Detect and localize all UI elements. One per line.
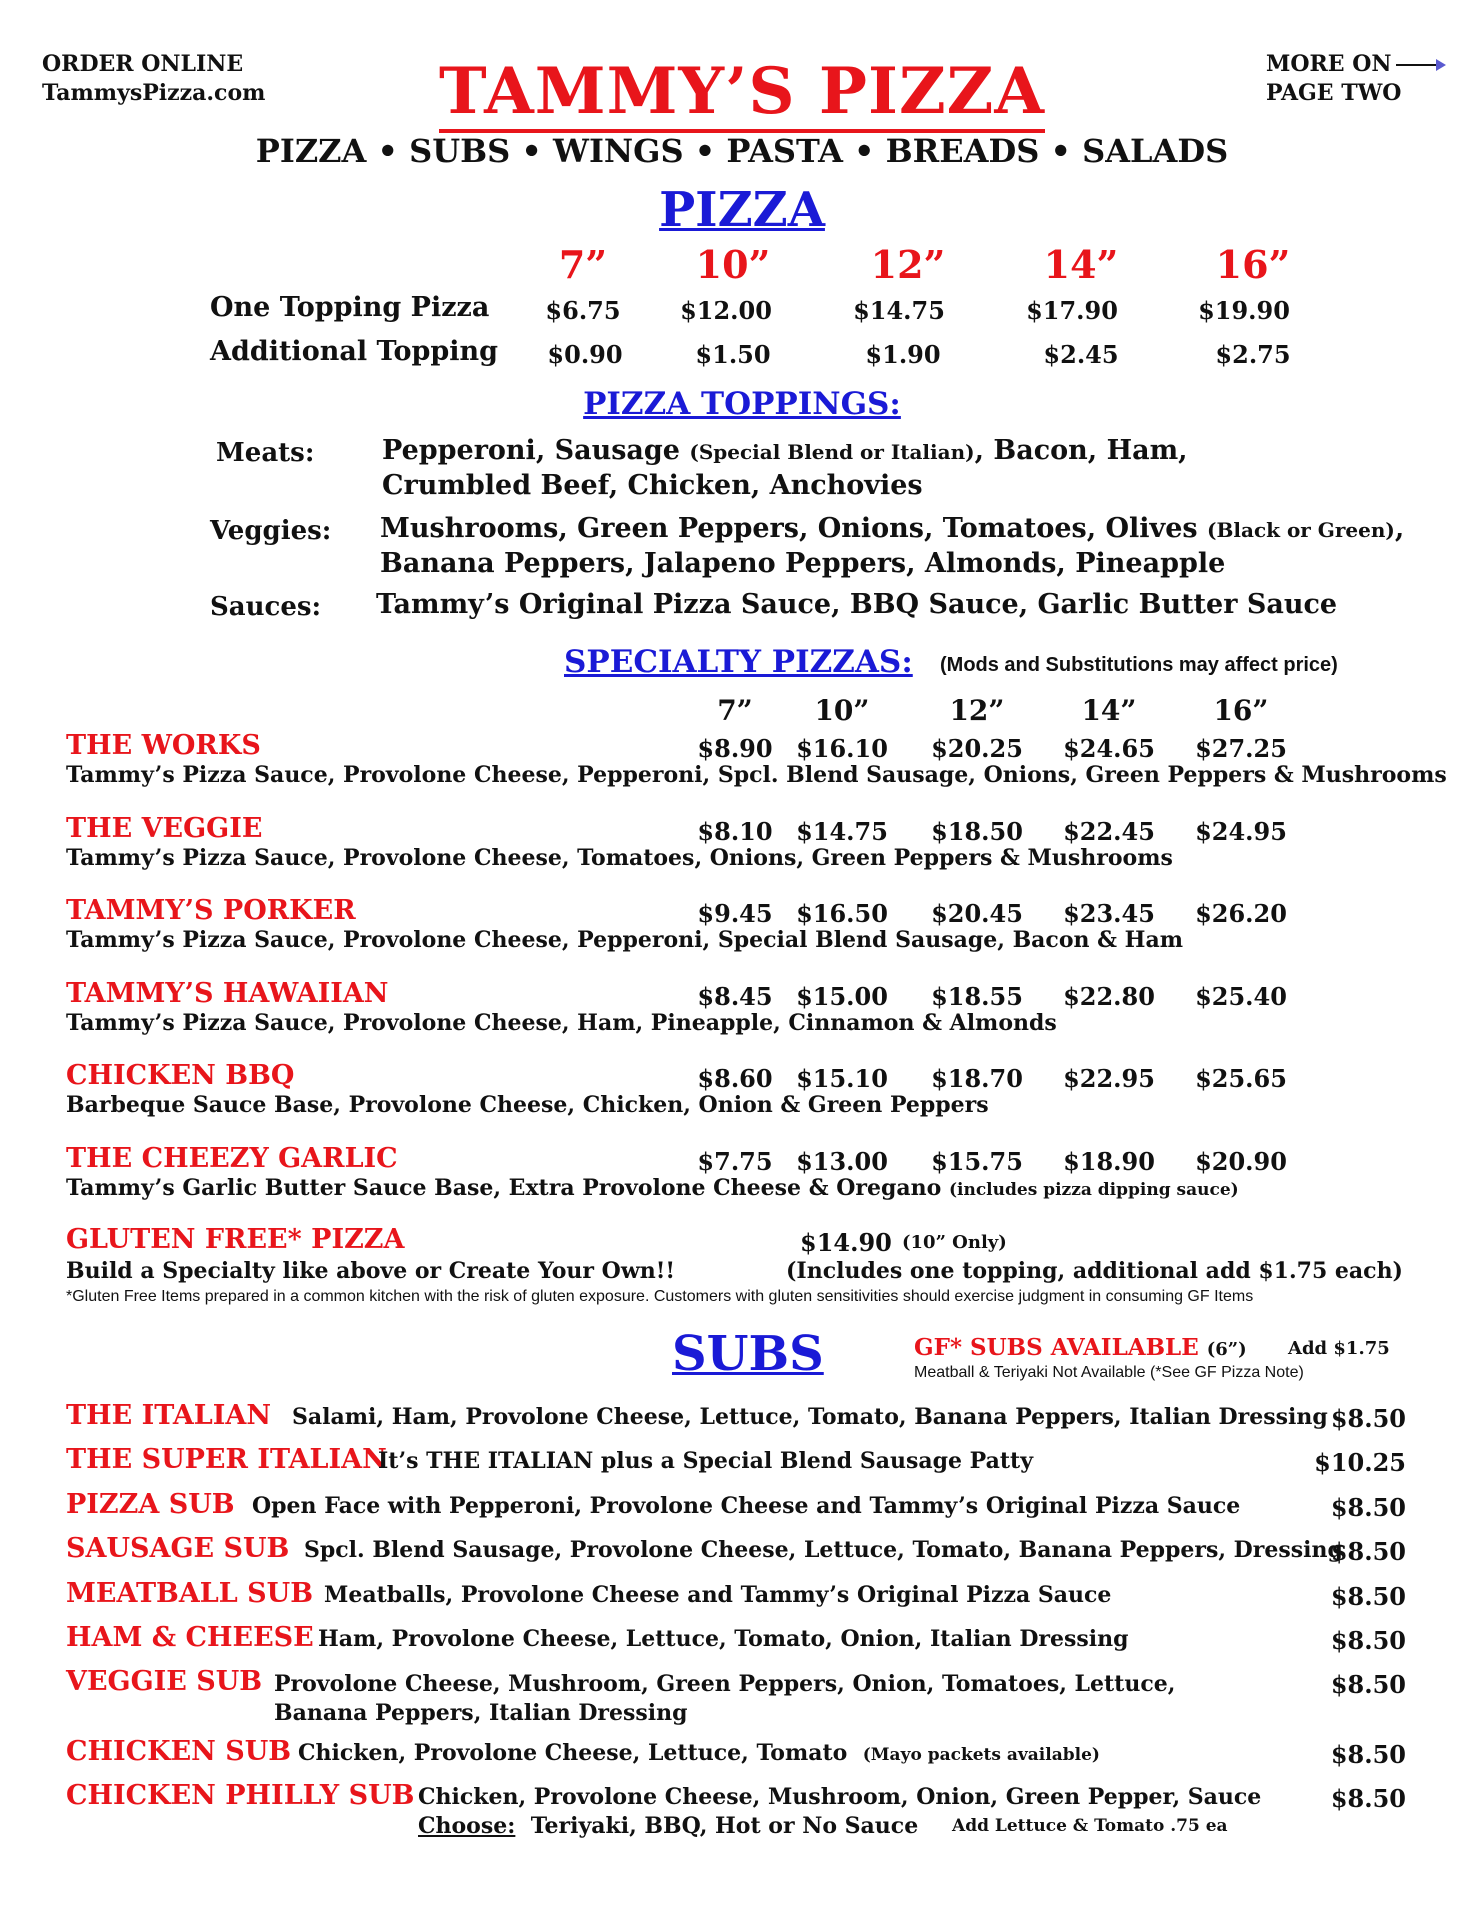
specialty-price: $26.20 [1195,899,1287,928]
additional-topping-label: Additional Topping [210,336,499,367]
specialty-price: $8.45 [697,982,773,1011]
gf-subs-note: Meatball & Teriyaki Not Available (*See GF Pizza Note) [914,1364,1304,1381]
specialty-name: CHICKEN BBQ [66,1060,295,1091]
specialty-price: $27.25 [1195,734,1287,763]
specialty-price: $16.50 [796,899,888,928]
specialty-desc: Barbeque Sauce Base, Provolone Cheese, Chicken, Onion & Green Peppers [66,1092,989,1118]
specialty-price: $25.65 [1195,1064,1287,1093]
additional-topping-price-16: $2.75 [1215,340,1291,369]
veggie-sub-price: $8.50 [1330,1670,1406,1699]
pizza-size-7: 7” [558,242,608,287]
specialty-size-12: 12” [949,694,1005,727]
specialty-size-16: 16” [1213,694,1269,727]
one-topping-price-10: $12.00 [680,296,772,325]
sub-desc: Salami, Ham, Provolone Cheese, Lettuce, Tomato, Banana Peppers, Italian Dressing [292,1404,1328,1430]
sauces-list: Tammy’s Original Pizza Sauce, BBQ Sauce, Garlic Butter Sauce [376,589,1338,620]
pizza-size-16: 16” [1215,242,1291,287]
toppings-heading: PIZZA TOPPINGS: [583,386,901,422]
specialty-name: TAMMY’S PORKER [66,895,356,926]
pizza-size-14: 14” [1043,242,1119,287]
veggie-sub-name: VEGGIE SUB [66,1666,263,1697]
specialty-price: $18.70 [931,1064,1023,1093]
sub-name: SAUSAGE SUB [66,1533,290,1564]
specialty-size-14: 14” [1081,694,1137,727]
specialty-price: $25.40 [1195,982,1287,1011]
meats-label: Meats: [216,438,315,468]
tagline: PIZZA • SUBS • WINGS • PASTA • BREADS • SALADS [255,132,1229,170]
specialty-price: $20.25 [931,734,1023,763]
pizza-heading: PIZZA [659,182,825,238]
specialty-price: $22.80 [1063,982,1155,1011]
meats-list: Pepperoni, Sausage (Special Blend or Italian), Bacon, Ham, Crumbled Beef, Chicken, Anchovies [382,435,1188,501]
specialty-name: THE VEGGIE [66,813,263,844]
chicken-sub-name: CHICKEN SUB [66,1736,292,1767]
specialty-heading: SPECIALTY PIZZAS: [564,644,913,680]
pizza-size-12: 12” [870,242,946,287]
gluten-free-price: $14.90 [800,1228,892,1257]
one-topping-price-14: $17.90 [1026,296,1118,325]
specialty-price: $20.90 [1195,1147,1287,1176]
additional-topping-price-10: $1.50 [695,340,771,369]
sub-desc: Ham, Provolone Cheese, Lettuce, Tomato, Onion, Italian Dressing [318,1626,1129,1652]
gf-subs-add: Add $1.75 [1288,1338,1390,1359]
sub-desc: It’s THE ITALIAN plus a Special Blend Sausage Patty [378,1448,1033,1474]
sub-price: $8.50 [1330,1626,1406,1655]
additional-topping-price-7: $0.90 [547,340,623,369]
gf-subs-title: GF* SUBS AVAILABLE (6”) [914,1334,1247,1361]
specialty-price: $9.45 [697,899,773,928]
specialty-price: $24.65 [1063,734,1155,763]
specialty-size-7: 7” [717,694,753,727]
sub-price: $8.50 [1330,1493,1406,1522]
gluten-free-disclaimer: *Gluten Free Items prepared in a common kitchen with the risk of gluten exposure. Customers with gluten sensitivities should exercise judgment in consuming GF Items [66,1288,1254,1305]
order-online-label: ORDER ONLINE [42,51,244,77]
specialty-desc: Tammy’s Garlic Butter Sauce Base, Extra Provolone Cheese & Oregano (includes pizza dipping sauce) [66,1175,1239,1201]
specialty-price: $18.50 [931,817,1023,846]
sub-name: THE ITALIAN [66,1400,272,1431]
sub-name: THE SUPER ITALIAN [66,1444,387,1475]
chicken-philly-name: CHICKEN PHILLY SUB [66,1780,415,1811]
specialty-price: $18.55 [931,982,1023,1011]
sub-desc: Open Face with Pepperoni, Provolone Cheese and Tammy’s Original Pizza Sauce [252,1493,1241,1519]
sub-price: $10.25 [1314,1448,1406,1477]
website-link[interactable]: TammysPizza.com [42,80,266,106]
specialty-note: (Mods and Substitutions may affect price) [940,654,1338,676]
specialty-price: $7.75 [697,1147,773,1176]
sub-desc: Spcl. Blend Sausage, Provolone Cheese, Lettuce, Tomato, Banana Peppers, Dressing [304,1537,1343,1563]
specialty-name: TAMMY’S HAWAIIAN [66,978,389,1009]
specialty-desc: Tammy’s Pizza Sauce, Provolone Cheese, Pepperoni, Spcl. Blend Sausage, Onions, Green Peppers & Mushrooms [66,762,1447,788]
chicken-sub-price: $8.50 [1330,1740,1406,1769]
chicken-philly-price: $8.50 [1330,1784,1406,1813]
sub-price: $8.50 [1330,1404,1406,1433]
additional-topping-price-14: $2.45 [1043,340,1119,369]
specialty-price: $16.10 [796,734,888,763]
pizza-size-10: 10” [695,242,771,287]
subs-heading: SUBS [672,1326,824,1382]
one-topping-price-7: $6.75 [545,296,621,325]
veggies-label: Veggies: [210,516,332,546]
one-topping-label: One Topping Pizza [210,292,490,323]
specialty-price: $15.75 [931,1147,1023,1176]
gluten-free-size-note: (10” Only) [902,1232,1007,1253]
specialty-price: $8.60 [697,1064,773,1093]
restaurant-title: TAMMY’S PIZZA [0,54,1484,129]
specialty-desc: Tammy’s Pizza Sauce, Provolone Cheese, Ham, Pineapple, Cinnamon & Almonds [66,1010,1057,1036]
specialty-price: $20.45 [931,899,1023,928]
sub-name: MEATBALL SUB [66,1578,314,1609]
one-topping-price-16: $19.90 [1198,296,1290,325]
specialty-price: $15.10 [796,1064,888,1093]
specialty-price: $15.00 [796,982,888,1011]
specialty-price: $8.90 [697,734,773,763]
one-topping-price-12: $14.75 [853,296,945,325]
chicken-philly-desc: Chicken, Provolone Cheese, Mushroom, Onion, Green Pepper, Sauce [418,1784,1262,1810]
sauces-label: Sauces: [210,592,322,622]
gluten-free-desc: Build a Specialty like above or Create Your Own!! [66,1258,676,1284]
specialty-price: $22.45 [1063,817,1155,846]
sub-desc: Meatballs, Provolone Cheese and Tammy’s Original Pizza Sauce [324,1582,1112,1608]
specialty-size-10: 10” [814,694,870,727]
specialty-price: $8.10 [697,817,773,846]
specialty-price: $24.95 [1195,817,1287,846]
sub-price: $8.50 [1330,1537,1406,1566]
specialty-name: THE WORKS [66,730,261,761]
chicken-philly-add-note: Add Lettuce & Tomato .75 ea [952,1816,1228,1836]
sub-price: $8.50 [1330,1582,1406,1611]
veggie-sub-desc: Provolone Cheese, Mushroom, Green Peppers, Onion, Tomatoes, Lettuce, Banana Peppers, Italian Dressing [274,1671,1176,1726]
specialty-desc: Tammy’s Pizza Sauce, Provolone Cheese, Pepperoni, Special Blend Sausage, Bacon & Ham [66,927,1183,953]
specialty-price: $14.75 [796,817,888,846]
gluten-free-includes: (Includes one topping, additional add $1.75 each) [786,1258,1403,1284]
sub-name: PIZZA SUB [66,1489,235,1520]
additional-topping-price-12: $1.90 [865,340,941,369]
sub-name: HAM & CHEESE [66,1622,314,1653]
specialty-price: $23.45 [1063,899,1155,928]
specialty-desc: Tammy’s Pizza Sauce, Provolone Cheese, Tomatoes, Onions, Green Peppers & Mushrooms [66,845,1173,871]
veggies-list: Mushrooms, Green Peppers, Onions, Tomatoes, Olives (Black or Green), Banana Peppers, Jalapeno Peppers, Almonds, Pineapple [380,513,1405,579]
chicken-philly-choose: Choose: Teriyaki, BBQ, Hot or No Sauce [418,1813,919,1839]
gluten-free-name: GLUTEN FREE* PIZZA [66,1224,405,1255]
specialty-name: THE CHEEZY GARLIC [66,1143,398,1174]
specialty-price: $22.95 [1063,1064,1155,1093]
more-on-label: MORE ON [1266,51,1392,77]
specialty-price: $18.90 [1063,1147,1155,1176]
page-two-label: PAGE TWO [1266,80,1402,106]
chicken-sub-desc: Chicken, Provolone Cheese, Lettuce, Tomato (Mayo packets available) [298,1740,1100,1766]
specialty-price: $13.00 [796,1147,888,1176]
